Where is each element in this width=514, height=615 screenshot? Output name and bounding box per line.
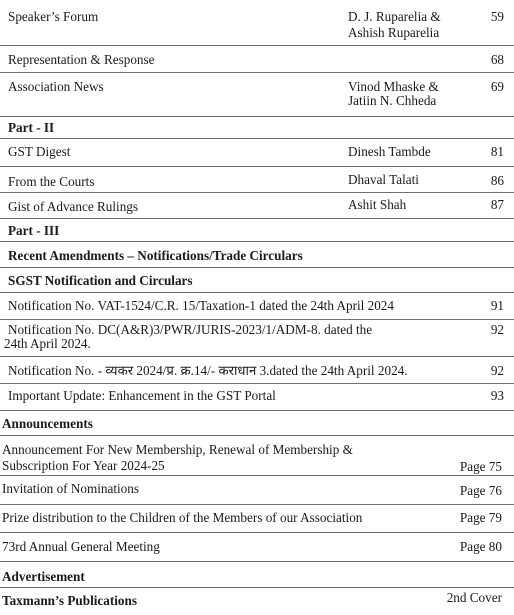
entry-author: Jatiin N. Chheda [348,93,437,108]
entry-page: 86 [490,173,504,188]
entry-title: Subscription For Year 2024-25 [2,458,165,473]
toc-entry-from-the-courts [0,167,514,191]
section-heading-part-2: Part - II [8,120,55,135]
section-heading-sgst: SGST Notification and Circulars [8,273,193,288]
section-heading-part-3: Part - III [8,223,60,238]
entry-title: Taxmann’s Publications [2,593,137,608]
entry-page: 93 [490,388,504,403]
toc-entry-announcement-membership [0,436,514,475]
entry-author: Dinesh Tambde [348,144,431,159]
divider [0,410,514,411]
entry-page: 68 [490,52,504,67]
section-heading-recent-amendments: Recent Amendments – Notifications/Trade Circulars [8,248,303,263]
entry-title: Notification No. DC(A&R)3/PWR/JURIS-2023/1/ADM-8. dated the [8,322,373,337]
entry-author: Ashit Shah [348,197,407,212]
entry-page: Page 75 [459,459,502,474]
entry-title: From the Courts [8,174,95,189]
entry-page: Page 79 [459,510,502,525]
toc-entry-association-news [0,73,514,115]
divider [0,561,514,562]
entry-title: Notification No. VAT-1524/C.R. 15/Taxation-1 dated the 24th April 2024 [8,298,394,313]
entry-title: Prize distribution to the Children of the Members of our Association [2,510,363,525]
toc-entry-invitation-of-nominations [0,476,514,503]
entry-title: Association News [8,79,104,94]
entry-page: 59 [490,9,504,24]
entry-author: Vinod Mhaske & [348,79,439,94]
toc-entry-important-update [0,384,514,409]
entry-title: Announcement For New Membership, Renewal of Membership & [2,442,353,457]
entry-page: 91 [490,298,504,313]
toc-entry-notification-hindi [0,357,514,383]
toc-entry-notification-dc [0,320,514,356]
entry-page: 69 [490,79,504,94]
divider [0,116,514,117]
entry-title: Gist of Advance Rulings [8,199,139,214]
divider [0,218,514,219]
toc-entry-prize-distribution [0,505,514,531]
entry-page: 2nd Cover [446,590,502,605]
section-heading-advertisement: Advertisement [2,569,85,584]
toc-entry-notification-vat [0,293,514,318]
entry-title: Important Update: Enhancement in the GST Portal [8,388,276,403]
entry-page: 92 [490,363,504,378]
entry-title: 73rd Annual General Meeting [2,539,160,554]
entry-page: Page 80 [459,539,502,554]
entry-page: 81 [490,144,504,159]
toc-entry-representation [0,46,514,71]
section-heading-announcements: Announcements [2,416,93,431]
entry-title: Invitation of Nominations [2,481,139,496]
entry-title: 24th April 2024. [4,336,91,351]
toc-entry-taxmann-publications [0,588,514,614]
toc-entry-speakers-forum [0,0,514,45]
entry-author: Ashish Ruparelia [348,25,440,40]
entry-title: Notification No. - व्यकर 2024/प्र. क्र.14/- कराधान 3.dated the 24th April 2024. [8,363,408,378]
toc-entry-gst-digest [0,139,514,166]
entry-author: D. J. Ruparelia & [348,9,441,24]
entry-author: Dhaval Talati [348,172,419,187]
entry-page: 92 [490,322,504,337]
divider [0,267,514,268]
entry-title: Representation & Response [8,52,155,67]
toc-entry-gist-of-advance-rulings [0,193,514,217]
entry-title: GST Digest [8,144,71,159]
entry-title: Speaker’s Forum [8,9,99,24]
toc-entry-annual-general-meeting [0,533,514,560]
divider [0,241,514,242]
entry-page: Page 76 [459,483,502,498]
entry-page: 87 [490,197,504,212]
